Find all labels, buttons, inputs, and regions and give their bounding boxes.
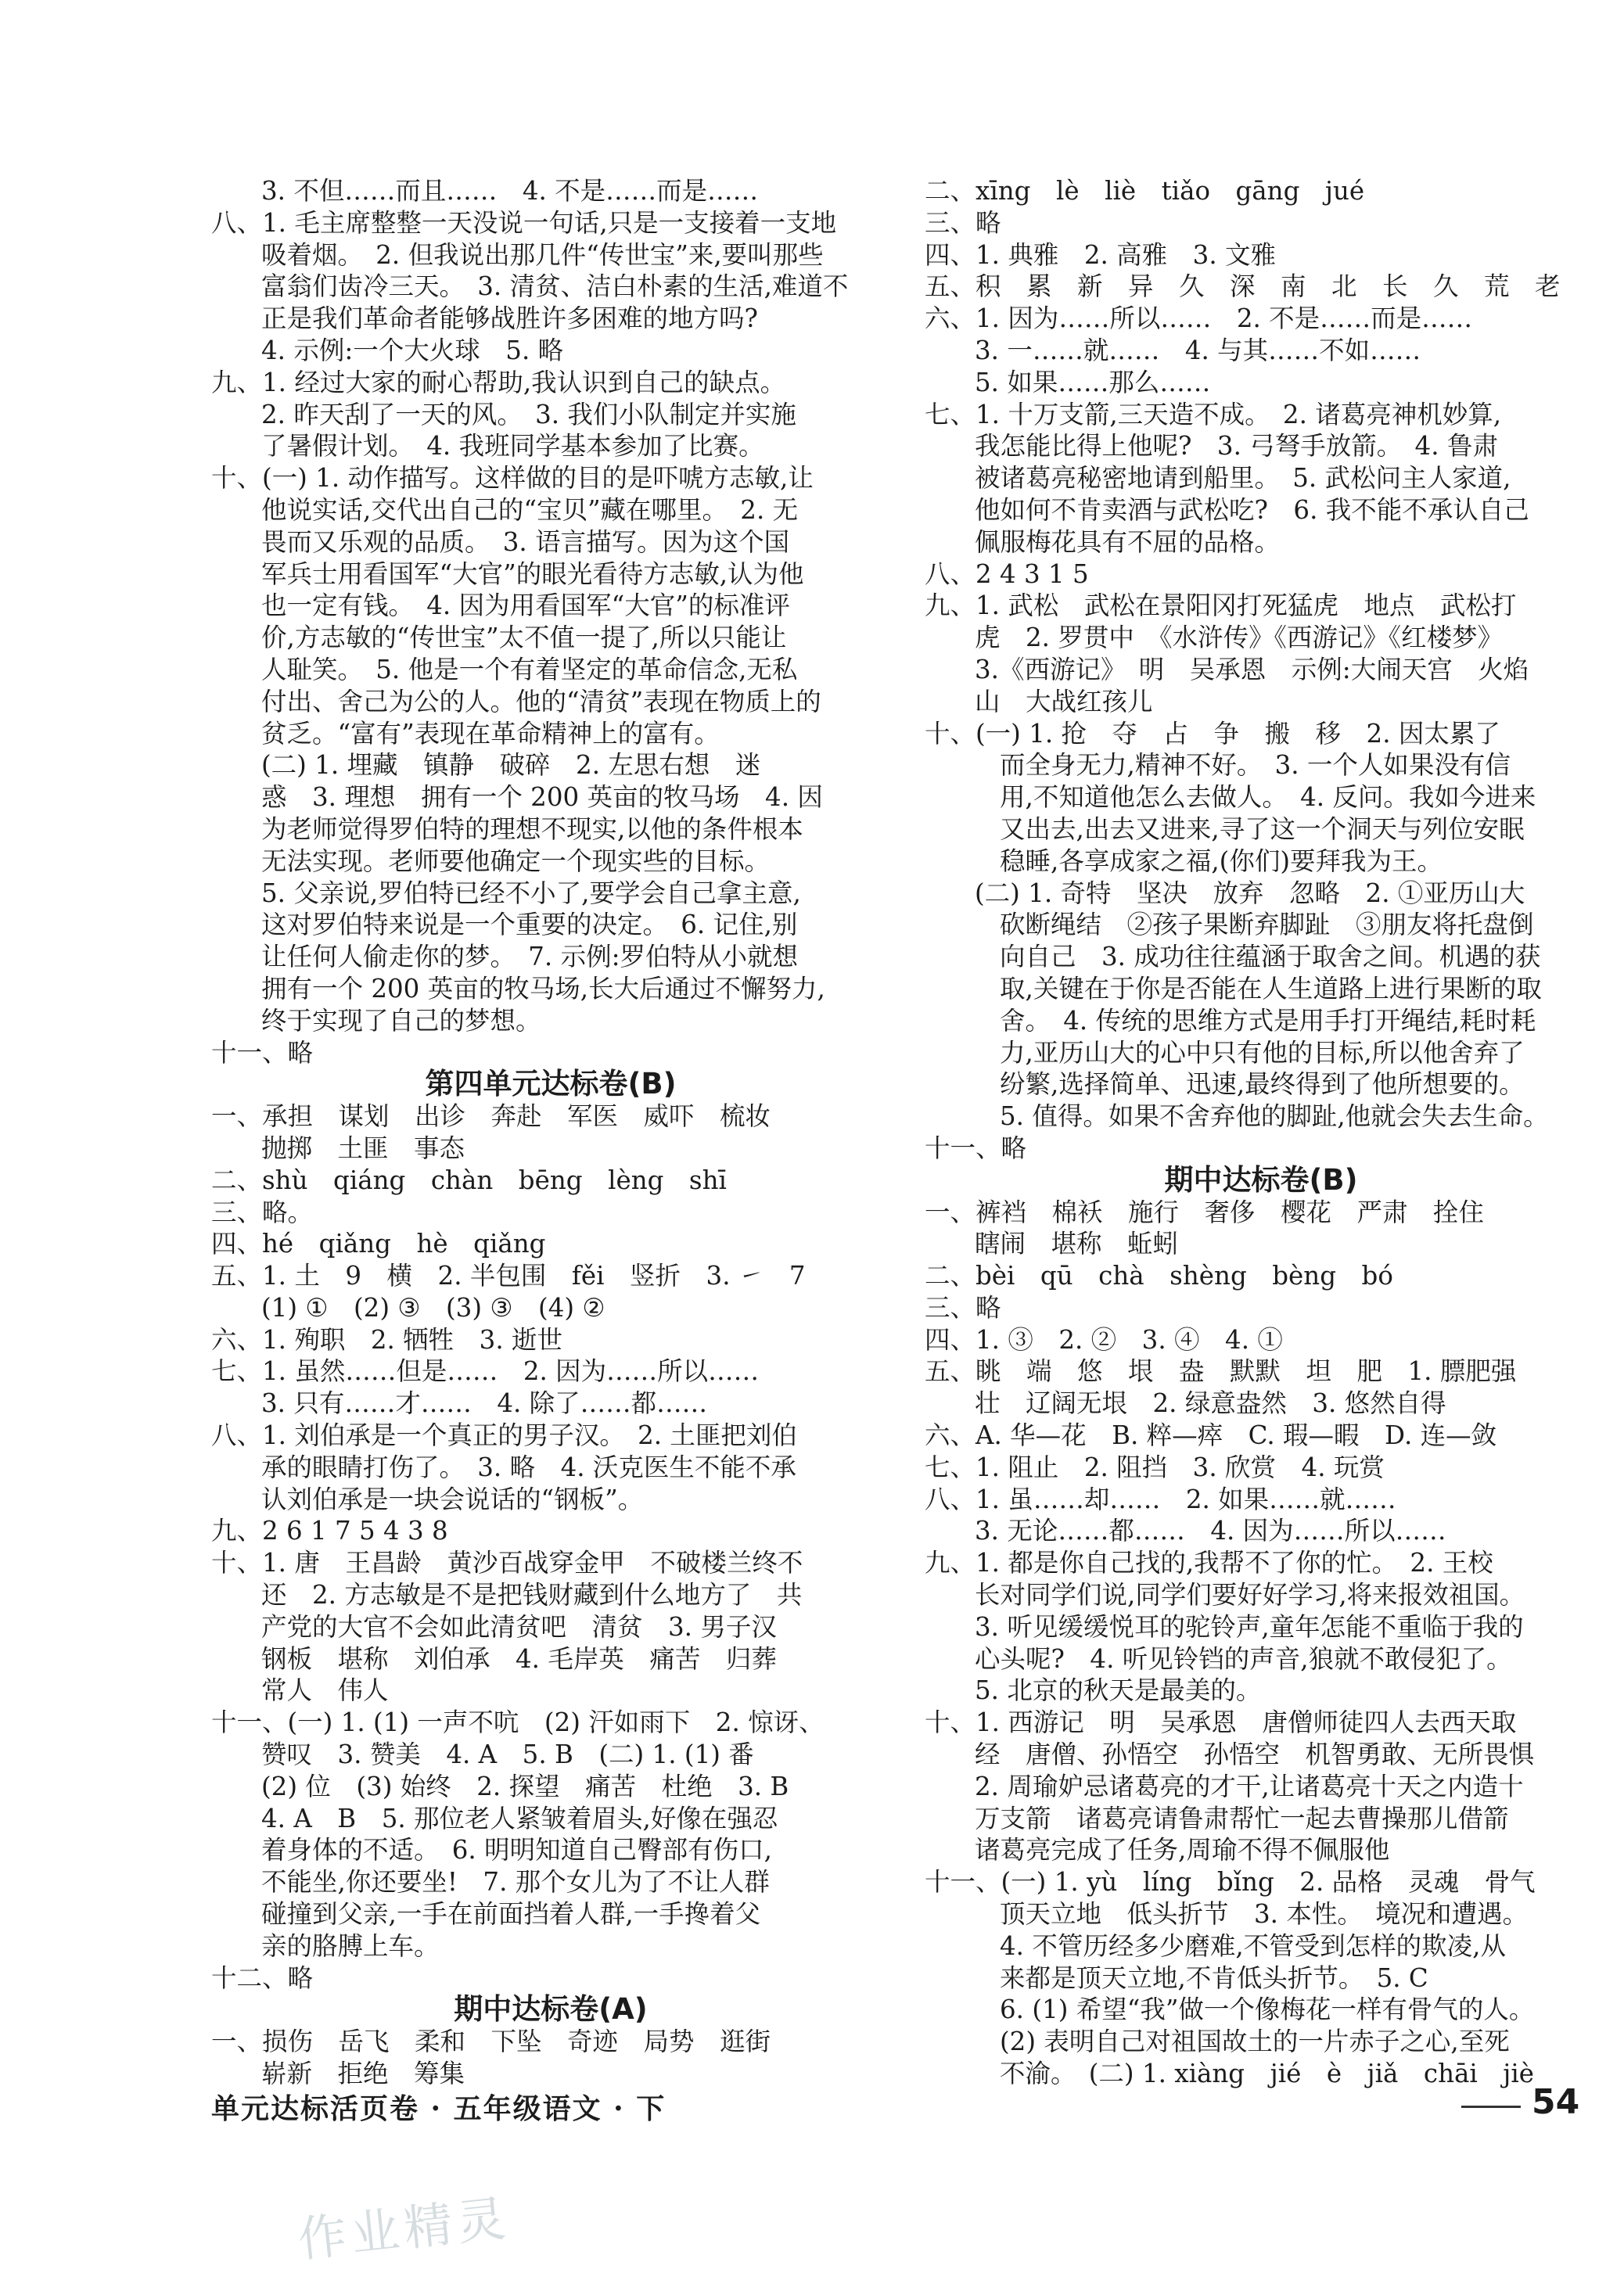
- answer-line: 又出去,出去又进来,寻了这一个洞天与列位安眠: [1000, 813, 1525, 844]
- answer-line: 力,亚历山大的心中只有他的目标,所以他舍弃了: [1000, 1037, 1525, 1068]
- answer-line: 二、bèi qū chà shèng bèng bó: [925, 1261, 1393, 1291]
- answer-line: 无法实现。老师要他确定一个现实些的目标。: [261, 846, 771, 876]
- answer-line: 而全身无力,精神不好。 3. 一个人如果没有信: [1000, 750, 1511, 781]
- answer-line: 九、1. 武松 武松在景阳冈打死猛虎 地点 武松打: [925, 591, 1517, 621]
- answer-line: 诸葛亮完成了任务,周瑜不得不佩服他: [975, 1835, 1390, 1865]
- answer-line: 4. 不管历经多少磨难,不管受到怎样的欺凌,从: [1000, 1930, 1507, 1961]
- answer-line: 舍。 4. 传统的思维方式是用手打开绳结,耗时耗: [1000, 1005, 1536, 1036]
- answer-line: 五、积 累 新 异 久 深 南 北 长 久 荒 老: [925, 271, 1561, 302]
- answer-line: 十、(一) 1. 动作描写。这样做的目的是吓唬方志敏,让: [211, 463, 814, 494]
- answer-line: 瞎闹 堪称 蚯蚓: [975, 1229, 1179, 1259]
- answer-line: 付出、舍己为公的人。他的“清贫”表现在物质上的: [261, 686, 821, 716]
- answer-line: 十、1. 西游记 明 吴承恩 唐僧师徒四人去西天取: [925, 1707, 1517, 1738]
- answer-line: 三、略: [925, 207, 1001, 238]
- answer-line: 四、hé qiǎng hè qiǎng: [211, 1229, 546, 1259]
- answer-line: 为老师觉得罗伯特的理想不现实,以他的条件根本: [261, 813, 803, 844]
- answer-line: 六、A. 华—花 B. 粹—瘁 C. 瑕—暇 D. 连—敛: [925, 1420, 1497, 1451]
- answer-line: 一、承担 谋划 出诊 奔赴 军医 威吓 梳妆: [211, 1101, 771, 1132]
- left-column: [211, 175, 890, 2090]
- section-heading: 期中达标卷(A): [454, 1992, 648, 2027]
- answer-line: 让任何人偷走你的梦。 7. 示例:罗伯特从小就想: [261, 942, 799, 972]
- answer-line: 四、1. ③ 2. ② 3. ④ 4. ①: [925, 1324, 1283, 1355]
- answer-line: 贫乏。“富有”表现在革命精神上的富有。: [261, 718, 720, 749]
- answer-line: 壮 辽阔无垠 2. 绿意盎然 3. 悠然自得: [975, 1388, 1446, 1419]
- answer-line: 三、略。: [211, 1197, 314, 1227]
- answer-line: 九、1. 都是你自己找的,我帮不了你的忙。 2. 王校: [925, 1548, 1493, 1578]
- answer-line: 还 2. 方志敏是不是把钱财藏到什么地方了 共: [261, 1580, 803, 1610]
- answer-line: 价,方志敏的“传世宝”太不值一提了,所以只能让: [261, 623, 787, 653]
- answer-line: 不渝。 (二) 1. xiàng jié è jiǎ chāi jiè: [1000, 2059, 1535, 2089]
- answer-line: 赞叹 3. 赞美 4. A 5. B (二) 1. (1) 番: [261, 1740, 754, 1770]
- answer-line: 来都是顶天立地,不肯低头折节。 5. C: [1000, 1962, 1428, 1993]
- answer-line: 也一定有钱。 4. 因为用看国军“大官”的标准评: [261, 591, 790, 621]
- answer-line: 着身体的不适。 6. 明明知道自己臀部有伤口,: [261, 1835, 772, 1865]
- answer-line: 常人 伟人: [261, 1675, 389, 1706]
- answer-line: 一、损伤 岳飞 柔和 下坠 奇迹 局势 逛街: [211, 2027, 771, 2057]
- book-title: 单元达标活页卷 · 五年级语文 · 下: [211, 2092, 666, 2125]
- page-number: 54: [1532, 2082, 1580, 2122]
- answer-line: 碰撞到父亲,一手在前面挡着人群,一手搀着父: [261, 1899, 761, 1930]
- answer-line: 十一、略: [925, 1133, 1027, 1163]
- answer-line: 佩服梅花具有不屈的品格。: [975, 526, 1281, 557]
- answer-line: 他说实话,交代出自己的“宝贝”藏在哪里。 2. 无: [261, 494, 799, 525]
- answer-line: 十一、略: [211, 1037, 314, 1068]
- answer-line: 七、1. 十万支箭,三天造不成。 2. 诸葛亮神机妙算,: [925, 399, 1502, 429]
- answer-line: (二) 1. 埋藏 镇静 破碎 2. 左思右想 迷: [261, 750, 761, 781]
- answer-line: 砍断绳结 ②孩子果断弃脚趾 ③朋友将托盘倒: [1000, 910, 1534, 940]
- answer-line: (1) ① (2) ③ (3) ③ (4) ②: [261, 1292, 605, 1323]
- answer-line: 八、2 4 3 1 5: [925, 558, 1089, 589]
- answer-line: 七、1. 阻止 2. 阻挡 3. 欣赏 4. 玩赏: [925, 1452, 1385, 1482]
- answer-line: 山 大战红孩儿: [975, 686, 1153, 716]
- answer-line: 六、1. 殉职 2. 牺牲 3. 逝世: [211, 1324, 563, 1355]
- answer-line: 3. 听见缓缓悦耳的驼铃声,童年怎能不重临于我的: [975, 1611, 1524, 1642]
- answer-line: 虎 2. 罗贯中 《水浒传》《西游记》《红楼梦》: [975, 623, 1504, 653]
- answer-line: 畏而又乐观的品质。 3. 语言描写。因为这个国: [261, 526, 790, 557]
- answer-line: 心头呢? 4. 听见铃铛的声音,狼就不敢侵犯了。: [975, 1643, 1512, 1674]
- answer-line: 正是我们革命者能够战胜许多困难的地方吗?: [261, 303, 758, 334]
- answer-line: 十一、(一) 1. (1) 一声不吭 (2) 汗如雨下 2. 惊讶、: [211, 1707, 825, 1738]
- answer-line: 抛掷 土匪 事态: [261, 1133, 465, 1163]
- answer-line: 军兵士用看国军“大官”的眼光看待方志敏,认为他: [261, 558, 804, 589]
- answer-line: 七、1. 虽然……但是…… 2. 因为……所以……: [211, 1356, 760, 1387]
- answer-line: 3. 无论……都…… 4. 因为……所以……: [975, 1516, 1446, 1546]
- answer-line: 认刘伯承是一块会说话的“钢板”。: [261, 1484, 644, 1514]
- answer-line: 产党的大官不会如此清贫吧 清贫 3. 男子汉: [261, 1611, 777, 1642]
- answer-line: 了暑假计划。 4. 我班同学基本参加了比赛。: [261, 431, 764, 461]
- answer-line: 亲的胳膊上车。: [261, 1930, 440, 1961]
- answer-line: 富翁们齿冷三天。 3. 清贫、洁白朴素的生活,难道不: [261, 271, 849, 302]
- answer-line: 3. 不但……而且…… 4. 不是……而是……: [261, 176, 759, 206]
- answer-line: 4. A B 5. 那位老人紧皱着眉头,好像在强忍: [261, 1803, 778, 1833]
- answer-line: 二、shù qiáng chàn bēng lèng shī: [211, 1165, 727, 1195]
- answer-line: 被诸葛亮秘密地请到船里。 5. 武松问主人家道,: [975, 463, 1511, 494]
- answer-line: 我怎能比得上他呢? 3. 弓弩手放箭。 4. 鲁肃: [975, 431, 1498, 461]
- answer-line: 八、1. 虽……却…… 2. 如果……就……: [925, 1484, 1396, 1514]
- answer-line: 长对同学们说,同学们要好好学习,将来报效祖国。: [975, 1580, 1525, 1610]
- answer-line: 吸着烟。 2. 但我说出那几件“传世宝”来,要叫那些: [261, 239, 824, 270]
- section-heading: 第四单元达标卷(B): [425, 1067, 677, 1101]
- answer-line: 五、1. 土 9 横 2. 半包围 fěi 竖折 3. ㇀ 7: [211, 1261, 806, 1291]
- answer-line: 十一、(一) 1. yù líng bǐng 2. 品格 灵魂 骨气: [925, 1867, 1536, 1898]
- answer-line: 终于实现了自己的梦想。: [261, 1005, 541, 1036]
- answer-line: 八、1. 刘伯承是一个真正的男子汉。 2. 土匪把刘伯: [211, 1420, 797, 1451]
- answer-line: 十、(一) 1. 抢 夺 占 争 搬 移 2. 因太累了: [925, 718, 1500, 749]
- answer-line: 5. 北京的秋天是最美的。: [975, 1675, 1262, 1706]
- answer-line: 承的眼睛打伤了。 3. 略 4. 沃克医生不能不承: [261, 1452, 796, 1482]
- answer-line: 向自己 3. 成功往往蕴涵于取舍之间。机遇的获: [1000, 942, 1541, 972]
- answer-line: 八、1. 毛主席整整一天没说一句话,只是一支接着一支地: [211, 207, 837, 238]
- answer-line: 2. 周瑜妒忌诸葛亮的才干,让诸葛亮十天之内造十: [975, 1771, 1524, 1801]
- answer-line: 钢板 堪称 刘伯承 4. 毛岸英 痛苦 归葬: [261, 1643, 777, 1674]
- answer-line: 3.《西游记》 明 吴承恩 示例:大闹天宫 火焰: [975, 654, 1529, 684]
- answer-line: (2) 表明自己对祖国故土的一片赤子之心,至死: [1000, 2027, 1510, 2057]
- answer-line: 九、2 6 1 7 5 4 3 8: [211, 1516, 448, 1546]
- answer-line: 九、1. 经过大家的耐心帮助,我认识到自己的缺点。: [211, 367, 786, 397]
- answer-line: 纷繁,选择简单、迅速,最终得到了他所想要的。: [1000, 1069, 1525, 1100]
- answer-line: 3. 只有……才…… 4. 除了……都……: [261, 1388, 708, 1419]
- answer-line: 顶天立地 低头折节 3. 本性。 境况和遭遇。: [1000, 1899, 1529, 1930]
- right-column: [925, 175, 1597, 2090]
- answer-line: 4. 示例:一个大火球 5. 略: [261, 335, 564, 365]
- answer-line: 十二、略: [211, 1962, 314, 1993]
- answer-line: 5. 父亲说,罗伯特已经不小了,要学会自己拿主意,: [261, 878, 801, 908]
- answer-line: 二、xīng lè liè tiǎo gāng jué: [925, 176, 1365, 206]
- answer-line: 这对罗伯特来说是一个重要的决定。 6. 记住,别: [261, 910, 798, 940]
- answer-line: 万支箭 诸葛亮请鲁肃帮忙一起去曹操那儿借箭: [975, 1803, 1509, 1833]
- answer-line: (2) 位 (3) 始终 2. 探望 痛苦 杜绝 3. B: [261, 1771, 789, 1801]
- answer-line: 三、略: [925, 1292, 1001, 1323]
- answer-line: 惑 3. 理想 拥有一个 200 英亩的牧马场 4. 因: [261, 782, 823, 813]
- answer-line: 拥有一个 200 英亩的牧马场,长大后通过不懈努力,: [261, 973, 825, 1004]
- answer-line: 五、眺 端 悠 垠 盎 默默 坦 肥 1. 膘肥强: [925, 1356, 1517, 1387]
- answer-line: 3. 一……就…… 4. 与其……不如……: [975, 335, 1421, 365]
- answer-line: 人耻笑。 5. 他是一个有着坚定的革命信念,无私: [261, 654, 798, 684]
- answer-line: 不能坐,你还要坐! 7. 那个女儿为了不让人群: [261, 1867, 770, 1898]
- answer-line: 四、1. 典雅 2. 高雅 3. 文雅: [925, 239, 1277, 270]
- answer-line: 2. 昨天刮了一天的风。 3. 我们小队制定并实施: [261, 399, 796, 429]
- answer-line: 用,不知道他怎么去做人。 4. 反问。我如今进来: [1000, 782, 1536, 813]
- answer-line: 6. (1) 希望“我”做一个像梅花一样有骨气的人。: [1000, 1995, 1535, 2025]
- answer-line: 经 唐僧、孙悟空 孙悟空 机智勇敢、无所畏惧: [975, 1740, 1535, 1770]
- answer-line: 取,关键在于你是否能在人生道路上进行果断的取: [1000, 973, 1542, 1004]
- answer-line: 十、1. 唐 王昌龄 黄沙百战穿金甲 不破楼兰终不: [211, 1548, 803, 1578]
- answer-line: 5. 如果……那么……: [975, 367, 1211, 397]
- answer-line: (二) 1. 奇特 坚决 放弃 忽略 2. ①亚历山大: [975, 878, 1525, 908]
- watermark: 作业精灵: [295, 2189, 513, 2268]
- answer-line: 一、裤裆 棉袄 施行 奢侈 樱花 严肃 拴住: [925, 1197, 1485, 1227]
- answer-line: 崭新 拒绝 筹集: [261, 2059, 465, 2089]
- answer-line: 5. 值得。如果不舍弃他的脚趾,他就会失去生命。: [1000, 1101, 1549, 1132]
- footer-rule: [1461, 2106, 1521, 2108]
- section-heading: 期中达标卷(B): [1164, 1162, 1358, 1197]
- answer-line: 他如何不肯卖酒与武松吃? 6. 我不能不承认自己: [975, 494, 1529, 525]
- answer-line: 六、1. 因为……所以…… 2. 不是……而是……: [925, 303, 1473, 334]
- answer-line: 稳睡,各享成家之福,(你们)要拜我为王。: [1000, 846, 1443, 876]
